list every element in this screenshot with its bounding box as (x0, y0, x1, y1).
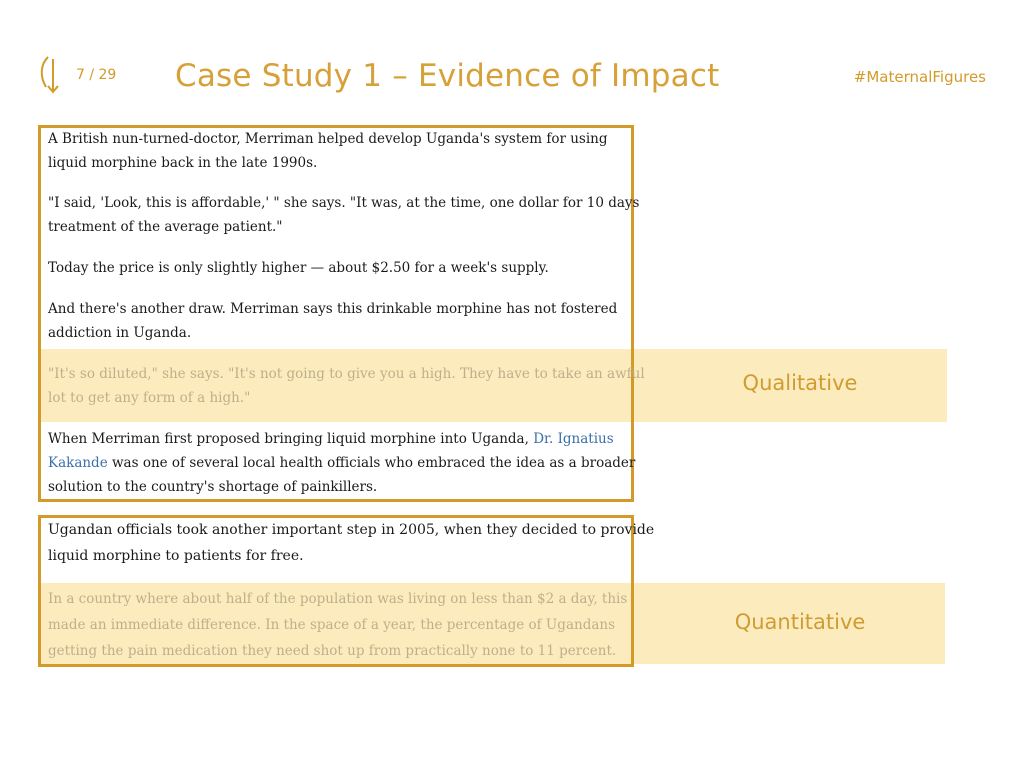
qualitative-label: Qualitative (742, 371, 858, 395)
hashtag: #MaternalFigures (853, 68, 986, 86)
article1-paragraph-1 (48, 127, 608, 175)
text-line: addiction in Uganda. (48, 325, 192, 341)
page-title: Case Study 1 – Evidence of Impact (175, 58, 720, 94)
text-line: liquid morphine back in the late 1990s. (48, 155, 318, 171)
quantitative-label: Quantitative (734, 610, 866, 634)
text-line (48, 451, 635, 475)
ignatius-kakande-link-cont[interactable]: Kakande (48, 455, 108, 471)
text-line: "It's so diluted," she says. "It's not going to give you a high. They have to take an awful (48, 366, 645, 382)
article1-paragraph-4 (48, 297, 617, 345)
page-number: 7 / 29 (76, 67, 117, 83)
text-line: getting the pain medication they need shot up from practically none to 11 percent. (48, 643, 617, 659)
text-line (48, 427, 635, 451)
article2-paragraph-2 (48, 586, 627, 664)
article1-paragraph-5 (48, 362, 645, 410)
text-line: lot to get any form of a high." (48, 390, 251, 406)
article1-paragraph-2 (48, 191, 639, 239)
text-line: In a country where about half of the population was living on less than $2 a day, this (48, 591, 628, 607)
text-span: was one of several local health officials who embraced the idea as a broader (107, 455, 636, 471)
text-line: solution to the country's shortage of painkillers. (48, 479, 378, 495)
text-line: Today the price is only slightly higher — about $2.50 for a week's supply. (48, 260, 549, 276)
logo-icon (36, 55, 66, 95)
ignatius-kakande-link[interactable]: Dr. Ignatius (533, 431, 614, 447)
text-line: A British nun-turned-doctor, Merriman helped develop Uganda's system for using (48, 131, 608, 147)
text-span: When Merriman first proposed bringing liquid morphine into Uganda, (48, 431, 534, 447)
article2-paragraph-1 (48, 517, 654, 569)
text-line: "I said, 'Look, this is affordable,' " she says. "It was, at the time, one dollar for 10 days (48, 195, 640, 211)
text-line: treatment of the average patient." (48, 219, 283, 235)
text-line: made an immediate difference. In the space of a year, the percentage of Ugandans (48, 617, 616, 633)
text-line: And there's another draw. Merriman says this drinkable morphine has not fostered (48, 301, 618, 317)
text-line: liquid morphine to patients for free. (48, 548, 304, 564)
text-line: Ugandan officials took another important step in 2005, when they decided to provide (48, 522, 655, 538)
article1-paragraph-6 (48, 427, 635, 499)
article1-paragraph-3 (48, 256, 549, 280)
